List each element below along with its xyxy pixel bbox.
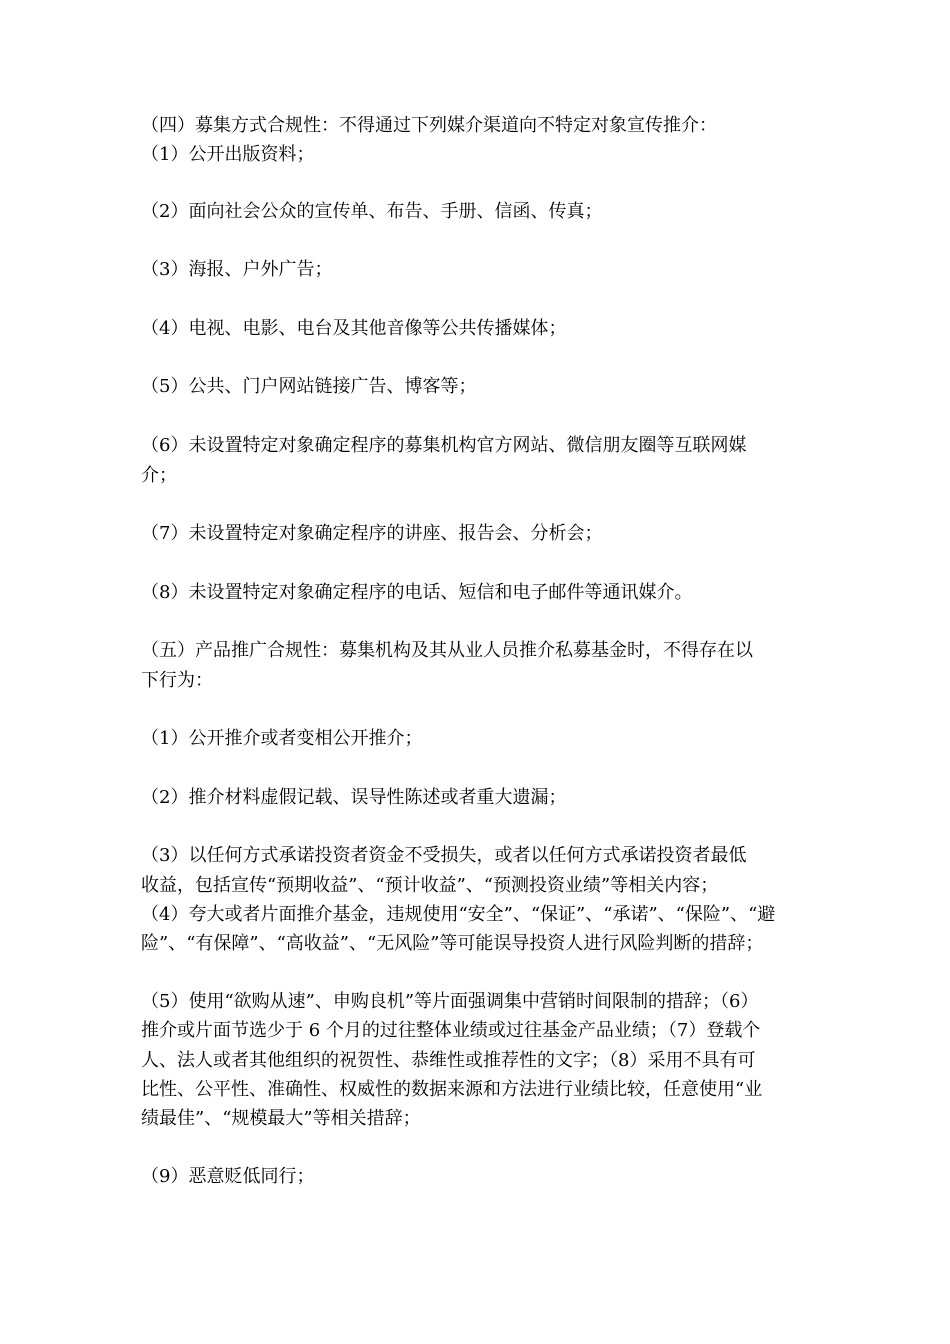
promo-item-4: （4）夸大或者片面推介基金，违规使用“安全”、“保证”、“承诺”、“保险”、“避 [141,904,776,925]
promo-item-3-cont: 收益，包括宣传“预期收益”、“预计收益”、“预测投资业绩”等相关内容； [141,875,719,896]
promo-item-3: （3）以任何方式承诺投资者资金不受损失，或者以任何方式承诺投资者最低 [141,845,747,866]
promo-item-9: （9）恶意贬低同行； [141,1166,315,1187]
list-item-8: （8）未设置特定对象确定程序的电话、短信和电子邮件等通讯媒介。 [141,582,693,603]
list-item-4: （4）电视、电影、电台及其他音像等公共传播媒体； [141,318,567,339]
promo-item-5-8: （5）使用“欲购从速”、申购良机”等片面强调集中营销时间限制的措辞；（6） [141,991,759,1012]
promo-item-5-8-cont-1: 推介或片面节选少于 6 个月的过往整体业绩或过往基金产品业绩；（7）登载个 [141,1020,761,1041]
promo-item-5-8-cont-3: 比性、公平性、准确性、权威性的数据来源和方法进行业绩比较，任意使用“业 [141,1079,763,1100]
list-item-1: （1）公开出版资料； [141,144,315,165]
promo-item-4-cont: 险”、“有保障”、“高收益”、“无风险”等可能误导投资人进行风险判断的措辞； [141,933,764,954]
promo-item-2: （2）推介材料虚假记载、误导性陈述或者重大遗漏； [141,787,567,808]
list-item-7: （7）未设置特定对象确定程序的讲座、报告会、分析会； [141,523,603,544]
list-item-6: （6）未设置特定对象确定程序的募集机构官方网站、微信朋友圈等互联网媒 [141,435,747,456]
promo-item-5-8-cont-2: 人、法人或者其他组织的祝贺性、恭维性或推荐性的文字；（8）采用不具有可 [141,1050,756,1071]
promo-item-5-8-cont-4: 绩最佳”、“规模最大”等相关措辞； [141,1108,421,1129]
list-item-5: （5）公共、门户网站链接广告、博客等； [141,376,477,397]
list-item-2: （2）面向社会公众的宣传单、布告、手册、信函、传真； [141,201,603,222]
list-item-6-cont: 介； [141,465,177,486]
section-heading-product-promotion-cont: 下行为： [141,670,213,691]
section-heading-product-promotion: （五）产品推广合规性：募集机构及其从业人员推介私募基金时，不得存在以 [141,640,753,661]
section-heading-fundraising-method: （四）募集方式合规性：不得通过下列媒介渠道向不特定对象宣传推介： [141,115,717,136]
promo-item-1: （1）公开推介或者变相公开推介； [141,728,423,749]
list-item-3: （3）海报、户外广告； [141,259,333,280]
